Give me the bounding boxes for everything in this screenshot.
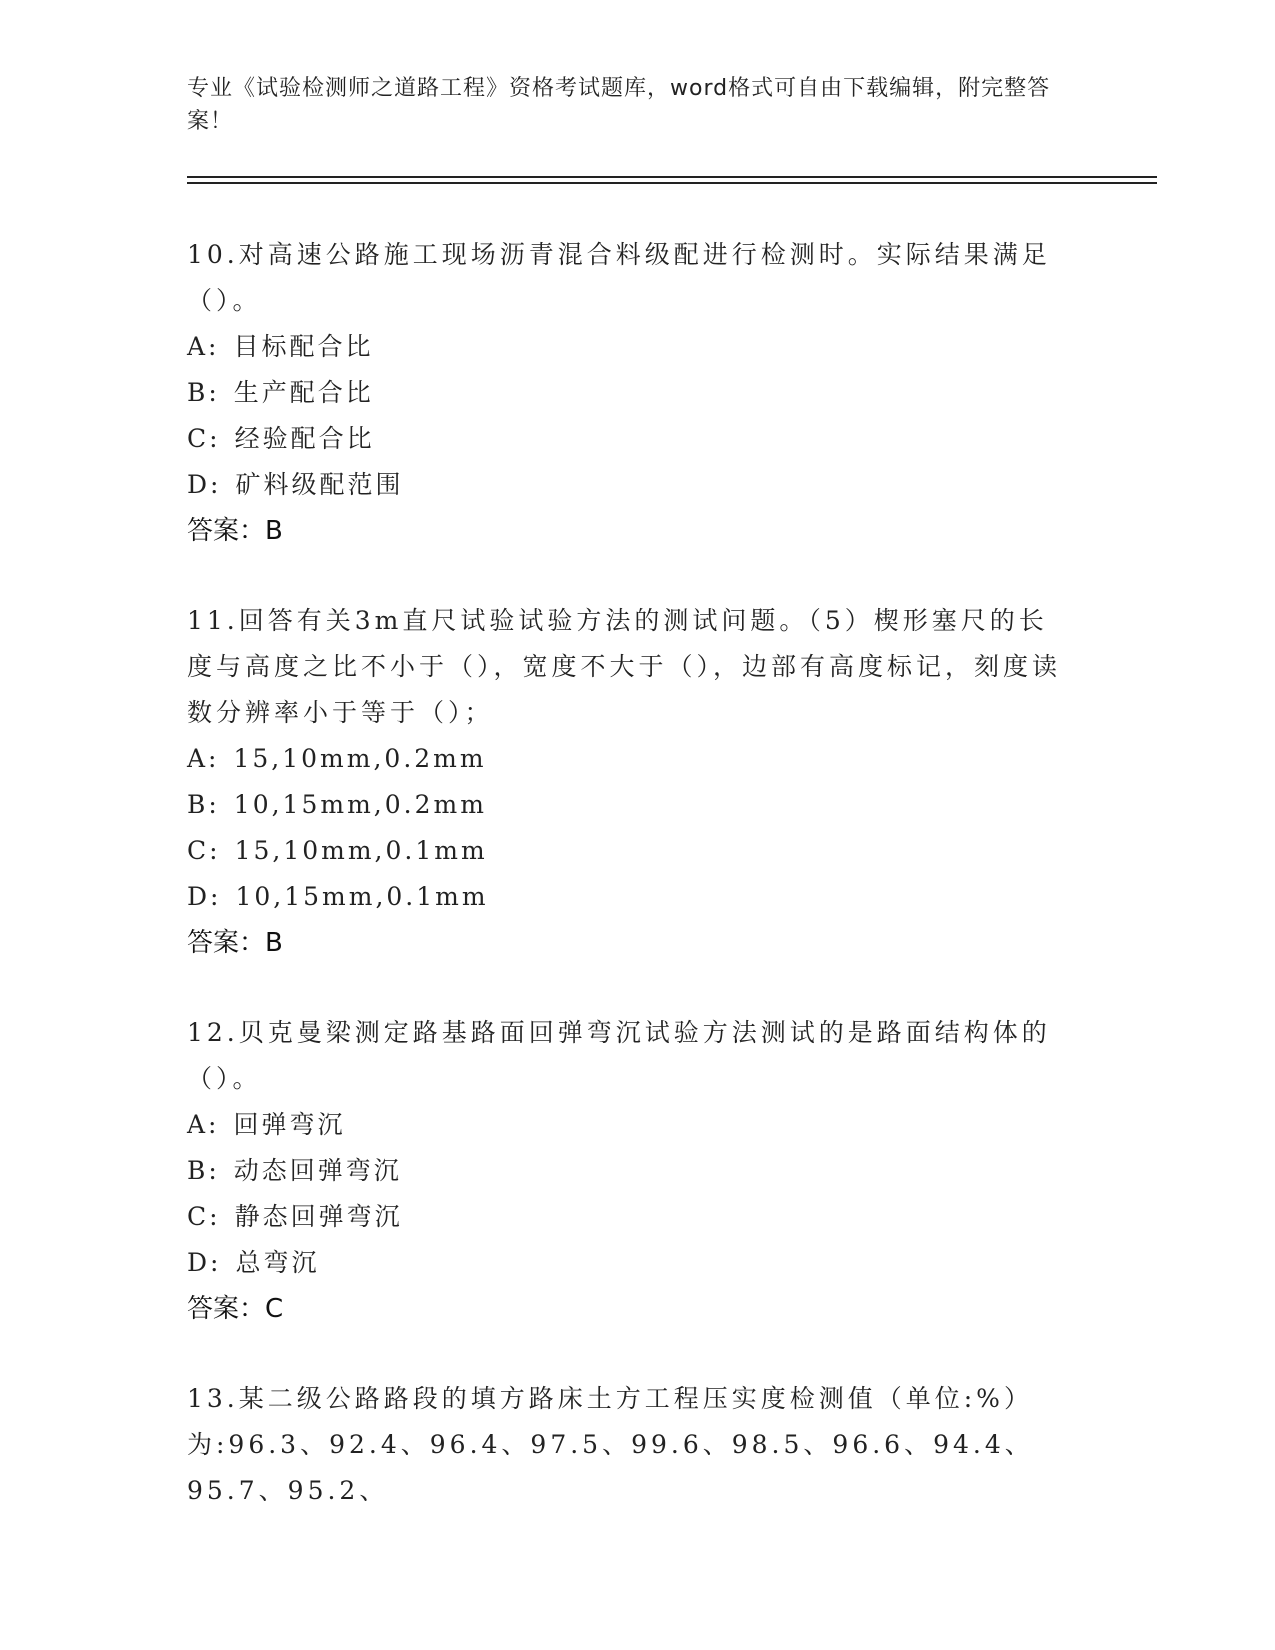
option-text: 生产配合比 (233, 378, 374, 407)
option-a (187, 1102, 1067, 1148)
option-b (187, 1148, 1067, 1194)
option-text: 目标配合比 (233, 332, 374, 361)
option-text: 静态回弹弯沉 (234, 1202, 403, 1231)
question-13 (187, 1376, 1067, 1514)
option-d (187, 462, 1067, 508)
option-b (187, 370, 1067, 416)
option-label: D: (187, 1248, 222, 1277)
option-text: 15,10mm,0.1mm (234, 836, 488, 865)
option-text: 矿料级配范围 (235, 470, 404, 499)
question-stem: 11.回答有关3m直尺试验试验方法的测试问题。（5）楔形塞尺的长度与高度之比不小于（），宽度不大于（），边部有高度标记，刻度读数分辨率小于等于（）； (187, 606, 1062, 727)
option-label: B: (187, 378, 220, 407)
answer: 答案：C (187, 1294, 284, 1324)
option-label: B: (187, 790, 220, 819)
option-label: B: (187, 1156, 220, 1185)
question-stem: 10.对高速公路施工现场沥青混合料级配进行检测时。实际结果满足（）。 (187, 240, 1051, 315)
answer: 答案：B (187, 928, 283, 958)
option-label: A: (187, 332, 220, 361)
answer: 答案：B (187, 516, 283, 546)
option-label: D: (187, 882, 222, 911)
question-12 (187, 1010, 1067, 1332)
option-label: C: (187, 1202, 221, 1231)
option-c (187, 416, 1067, 462)
question-list (187, 232, 1067, 1558)
header-divider-top (187, 176, 1157, 178)
question-10 (187, 232, 1067, 554)
option-text: 总弯沉 (235, 1248, 320, 1277)
option-a (187, 736, 1067, 782)
option-d (187, 1240, 1067, 1286)
option-label: A: (187, 744, 220, 773)
option-b (187, 782, 1067, 828)
option-text: 10,15mm,0.2mm (233, 790, 487, 819)
option-label: C: (187, 424, 221, 453)
option-label: D: (187, 470, 222, 499)
option-label: A: (187, 1110, 220, 1139)
option-c (187, 828, 1067, 874)
header-divider-bottom (187, 182, 1157, 184)
option-text: 动态回弹弯沉 (233, 1156, 402, 1185)
question-stem: 12.贝克曼梁测定路基路面回弹弯沉试验方法测试的是路面结构体的（）。 (187, 1018, 1051, 1093)
option-text: 回弹弯沉 (233, 1110, 346, 1139)
option-text: 经验配合比 (234, 424, 375, 453)
option-d (187, 874, 1067, 920)
option-text: 10,15mm,0.1mm (235, 882, 489, 911)
option-c (187, 1194, 1067, 1240)
document-header: 专业《试验检测师之道路工程》资格考试题库，word格式可自由下载编辑，附完整答案！ (187, 76, 1051, 134)
option-a (187, 324, 1067, 370)
option-text: 15,10mm,0.2mm (233, 744, 487, 773)
option-label: C: (187, 836, 221, 865)
question-stem: 13.某二级公路路段的填方路床土方工程压实度检测值（单位:%）为:96.3、92.4、96.4、97.5、99.6、98.5、96.6、94.4、95.7、95.2、 (187, 1384, 1034, 1505)
question-11 (187, 598, 1067, 966)
